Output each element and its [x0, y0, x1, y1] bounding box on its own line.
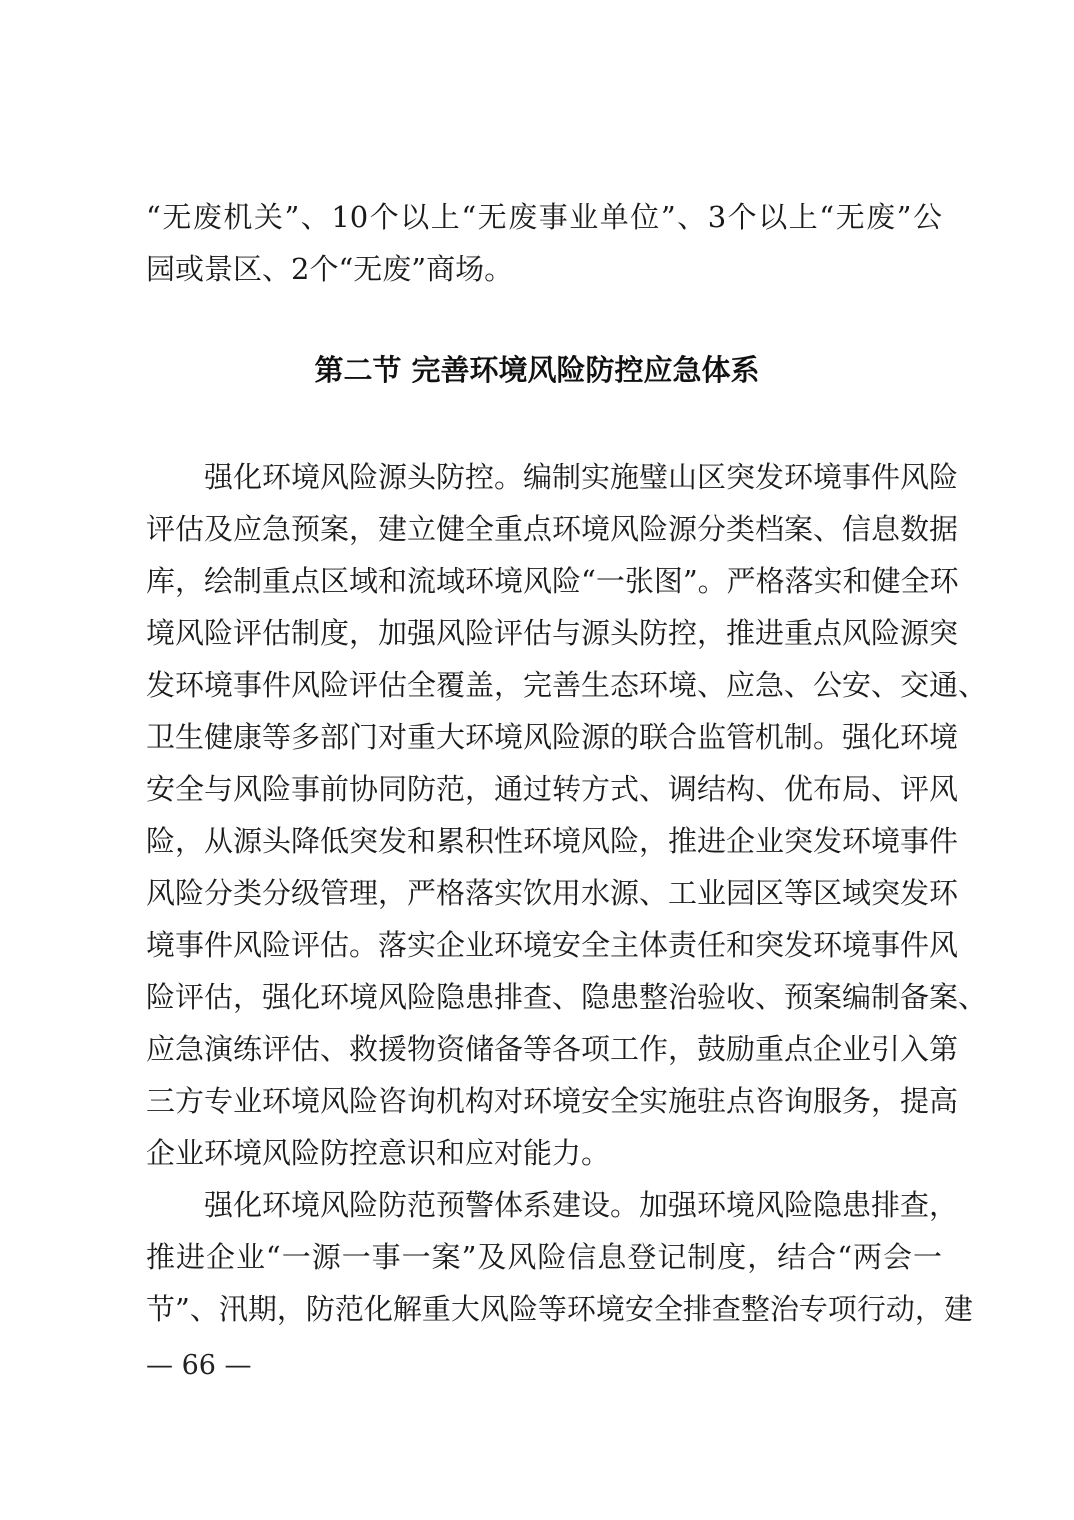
para1-line-8: 险，从源头降低突发和累积性环境风险，推进企业突发环境事件: [146, 824, 959, 858]
para1-line-13: 三方专业环境风险咨询机构对环境安全实施驻点咨询服务，提高: [146, 1084, 959, 1118]
para1-line-14: 企业环境风险防控意识和应对能力。: [146, 1136, 611, 1170]
para1-line-3: 库，绘制重点区域和流域环境风险“一张图”。严格落实和健全环: [146, 564, 959, 598]
para1-line-10: 境事件风险评估。落实企业环境安全主体责任和突发环境事件风: [146, 928, 959, 962]
para2-line-2: 推进企业“一源一事一案”及风险信息登记制度，结合“两会一: [146, 1240, 942, 1274]
para1-line-9: 风险分类分级管理，严格落实饮用水源、工业园区等区域突发环: [146, 876, 959, 910]
para1-line-2: 评估及应急预案，建立健全重点环境风险源分类档案、信息数据: [146, 512, 959, 546]
intro-line-2: 园或景区、2个“无废”商场。: [146, 252, 514, 286]
para1-line-12: 应急演练评估、救援物资储备等各项工作，鼓励重点企业引入第: [146, 1032, 959, 1066]
para2-line-1: 强化环境风险防范预警体系建设。加强环境风险隐患排查，: [146, 1188, 959, 1222]
para1-line-4: 境风险评估制度，加强风险评估与源头防控，推进重点风险源突: [146, 616, 959, 650]
para1-line-7: 安全与风险事前协同防范，通过转方式、调结构、优布局、评风: [146, 772, 959, 806]
section-heading: 第二节 完善环境风险防控应急体系: [314, 353, 760, 387]
para1-line-1: 强化环境风险源头防控。编制实施璧山区突发环境事件风险: [146, 460, 959, 494]
para2-line-3: 节”、汛期，防范化解重大风险等环境安全排查整治专项行动，建: [146, 1292, 973, 1326]
para1-line-11: 险评估，强化环境风险隐患排查、隐患整治验收、预案编制备案、: [146, 980, 988, 1014]
intro-line-1: “无废机关”、10个以上“无废事业单位”、3个以上“无废”公: [146, 200, 942, 234]
para1-line-6: 卫生健康等多部门对重大环境风险源的联合监管机制。强化环境: [146, 720, 959, 754]
para1-line-5: 发环境事件风险评估全覆盖，完善生态环境、应急、公安、交通、: [146, 668, 988, 702]
page-number: — 66 —: [146, 1350, 252, 1381]
